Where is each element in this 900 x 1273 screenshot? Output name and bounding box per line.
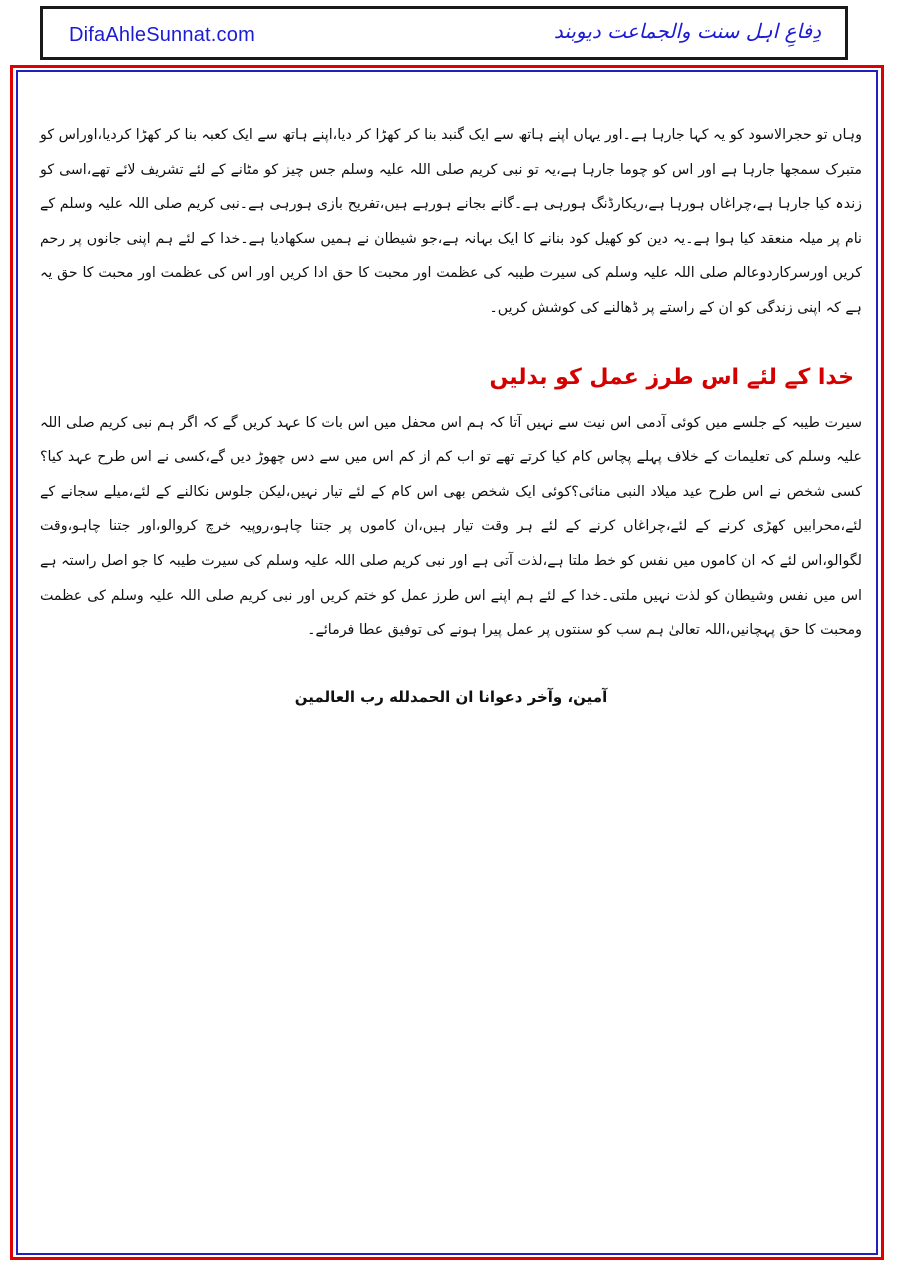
section-heading: خدا کے لئے اس طرز عمل کو بدلیں [489,364,854,390]
paragraph-2: سیرت طیبہ کے جلسے میں کوئی آدمی اس نیت سے نہیں آتا کہ ہم اس محفل میں اس بات کا عہد کریں گے کہ اگر ہم نبی کریم صلی اللہ علیہ وسلم کی تعلیمات کے خلاف پہلے پچاس کام کیا کرتے تھے تو اب کم از کم اس میں سے دس چھوڑ دیں گے،کسی نے اس طرح عہد کیا؟کسی شخص نے اس طرح عید میلاد النبی منائی؟کوئی ایک شخص بھی اس کام کے لئے تیار نہیں،لیکن جلوس نکالنے کے لئے،میلے سجانے کے لئے،محرابیں کھڑی کرنے کے لئے،چراغاں کرنے کے لئے ہر وقت تیار ہیں،ان کاموں پر جتنا چاہو،روپیہ خرچ کروالو،اور جتنا چاہو،وقت لگوالو،اس لئے کہ ان کاموں میں نفس کو خط ملتا ہے،لذت آتی ہے اور نبی کریم صلی اللہ علیہ وسلم کی سیرت طیبہ کا جو اصل راستہ ہے اس میں نفس وشیطان کو لذت نہیں ملتی۔خدا کے لئے ہم اپنے اس طرز عمل کو ختم کریں اور نبی کریم صلی اللہ علیہ وسلم کی عظمت ومحبت کا حق پہچانیں،اللہ تعالیٰ ہم سب کو سنتوں پر عمل پیرا ہونے کی توفیق عطا فرمائے۔ [40,414,862,639]
site-title: دِفاعِ اہل سنت والجماعت دیوبند [553,19,821,43]
closing-prayer: آمین، وآخر دعوانا ان الحمدلله رب العالمين [294,687,608,706]
site-url[interactable]: DifaAhleSunnat.com [69,24,255,46]
article-body [40,118,862,712]
paragraph-1: وہاں تو حجرالاسود کو یہ کہا جارہا ہے۔اور یہاں اپنے ہاتھ سے ایک گنبد بنا کر کھڑا کر دیا،اپنے ہاتھ سے ایک کعبہ بنا کر کھڑا کردیا،اوراس کو متبرک سمجھا جارہا ہے اور اس کو چوما جارہا ہے،یہ تو نبی کریم صلی اللہ علیہ وسلم جس چیز کو مٹانے کے لئے تشریف لائے تھے،اسی کو زندہ کیا جارہا ہے،چراغاں ہورہا ہے،ریکارڈنگ ہورہی ہے۔گانے بجانے ہورہے ہیں،تفریح بازی ہورہی ہے۔نبی کریم صلی اللہ علیہ وسلم کے نام پر میلہ منعقد کیا ہوا ہے۔یہ دین کو کھیل کود بنانے کا ایک بہانہ ہے،جو شیطان نے ہمیں سکھادیا ہے۔خدا کے لئے ہم اپنی جانوں پر رحم کریں اورسرکاردوعالم صلی اللہ علیہ وسلم کی سیرت طیبہ کی عظمت اور محبت کا حق ادا کریں اور اس کی عظمت اور محبت کا حق یہ ہے کہ اپنی زندگی کو ان کے راستے پر ڈھالنے کی کوشش کریں۔ [40,127,862,316]
page-header [40,6,848,60]
